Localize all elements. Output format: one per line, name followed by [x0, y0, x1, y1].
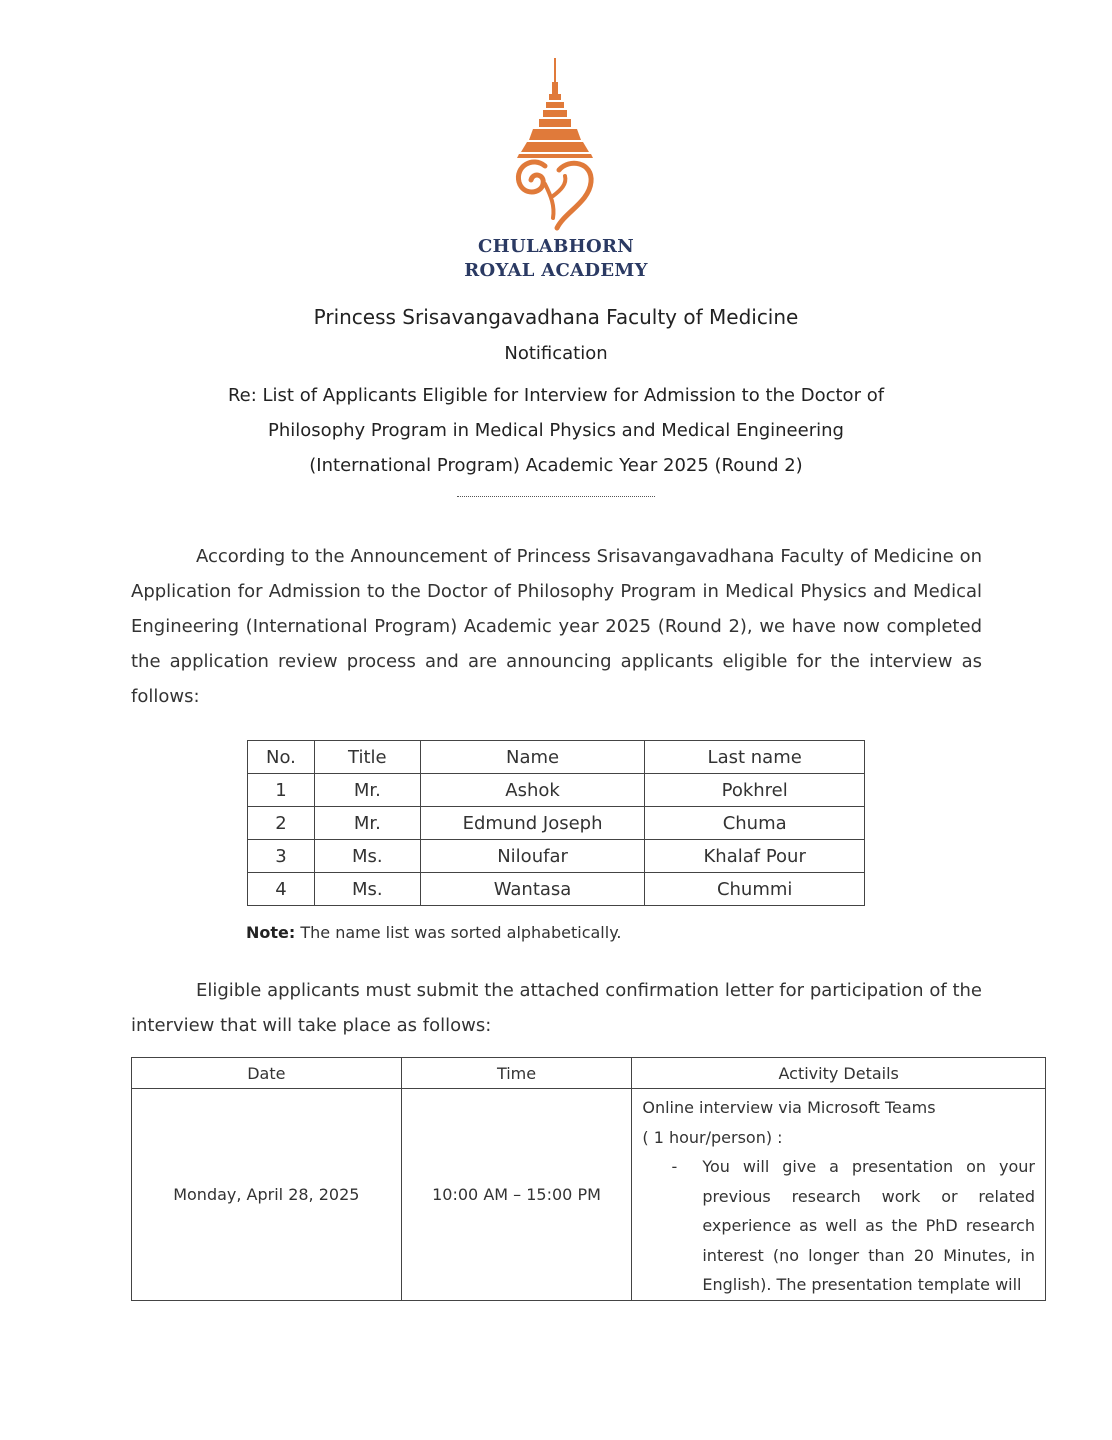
cell-last-name: Khalaf Pour — [645, 840, 865, 873]
note-label: Note: — [246, 923, 296, 942]
table-note — [246, 923, 621, 942]
cell-time: 10:00 AM – 15:00 PM — [401, 1089, 632, 1301]
column-header-activity: Activity Details — [632, 1058, 1046, 1089]
details-line-2: ( 1 hour/person) : — [642, 1127, 783, 1147]
cell-date: Monday, April 28, 2025 — [132, 1089, 402, 1301]
table-header-row — [248, 741, 865, 774]
cell-name: Wantasa — [420, 873, 645, 906]
notification-heading: Notification — [504, 343, 608, 364]
cell-no: 4 — [248, 873, 315, 906]
cell-title: Ms. — [314, 840, 420, 873]
bullet-text: You will give a presentation on your previous research work or related experience as well as the PhD research interest (no longer than 20 Minutes, in English). The presentation template will — [702, 1157, 1035, 1294]
subject-heading — [80, 378, 1032, 483]
table-row — [248, 807, 865, 840]
cell-activity-details — [632, 1089, 1046, 1301]
intro-text: According to the Announcement of Princess Srisavangavadhana Faculty of Medicine on Application for Admission to the Doctor of Philosophy Program in Medical Physics and Medical Engineering (International Program) Academic year 2025 (Round 2), we have now completed the application review process and are announcing applicants eligible for the interview as follows: — [131, 546, 982, 707]
cell-name: Niloufar — [420, 840, 645, 873]
cell-name: Ashok — [420, 774, 645, 807]
cell-title: Mr. — [314, 807, 420, 840]
details-line-1: Online interview via Microsoft Teams — [642, 1098, 936, 1117]
subject-line-3: (International Program) Academic Year 2025 (Round 2) — [309, 455, 803, 476]
column-header-name: Name — [420, 741, 645, 774]
applicants-table — [247, 740, 865, 906]
column-header-last-name: Last name — [645, 741, 865, 774]
cell-title: Mr. — [314, 774, 420, 807]
cell-title: Ms. — [314, 873, 420, 906]
confirmation-text: Eligible applicants must submit the attached confirmation letter for participation of the interview that will take place as follows: — [131, 980, 982, 1036]
dotted-divider — [457, 496, 655, 497]
table-row — [248, 873, 865, 906]
cell-last-name: Chuma — [645, 807, 865, 840]
chulabhorn-emblem-icon — [505, 56, 605, 232]
cell-no: 1 — [248, 774, 315, 807]
subject-line-2: Philosophy Program in Medical Physics and Medical Engineering — [268, 420, 844, 441]
cell-last-name: Pokhrel — [645, 774, 865, 807]
confirmation-paragraph — [131, 973, 982, 1043]
column-header-date: Date — [132, 1058, 402, 1089]
column-header-time: Time — [401, 1058, 632, 1089]
cell-last-name: Chummi — [645, 873, 865, 906]
intro-paragraph — [131, 539, 982, 714]
schedule-table — [131, 1057, 1046, 1301]
cell-name: Edmund Joseph — [420, 807, 645, 840]
column-header-title: Title — [314, 741, 420, 774]
cell-no: 3 — [248, 840, 315, 873]
note-text: The name list was sorted alphabetically. — [295, 923, 622, 942]
faculty-title: Princess Srisavangavadhana Faculty of Medicine — [313, 305, 799, 329]
cell-no: 2 — [248, 807, 315, 840]
bullet-dash: - — [671, 1157, 678, 1176]
table-row — [132, 1089, 1046, 1301]
table-row — [248, 774, 865, 807]
logo-text-line2: ROYAL ACADEMY — [464, 260, 648, 281]
logo-text-line1: CHULABHORN — [478, 236, 634, 257]
subject-line-1: Re: List of Applicants Eligible for Interview for Admission to the Doctor of — [227, 385, 885, 406]
details-bullet — [642, 1152, 1035, 1300]
table-header-row — [132, 1058, 1046, 1089]
table-row — [248, 840, 865, 873]
column-header-no: No. — [248, 741, 315, 774]
